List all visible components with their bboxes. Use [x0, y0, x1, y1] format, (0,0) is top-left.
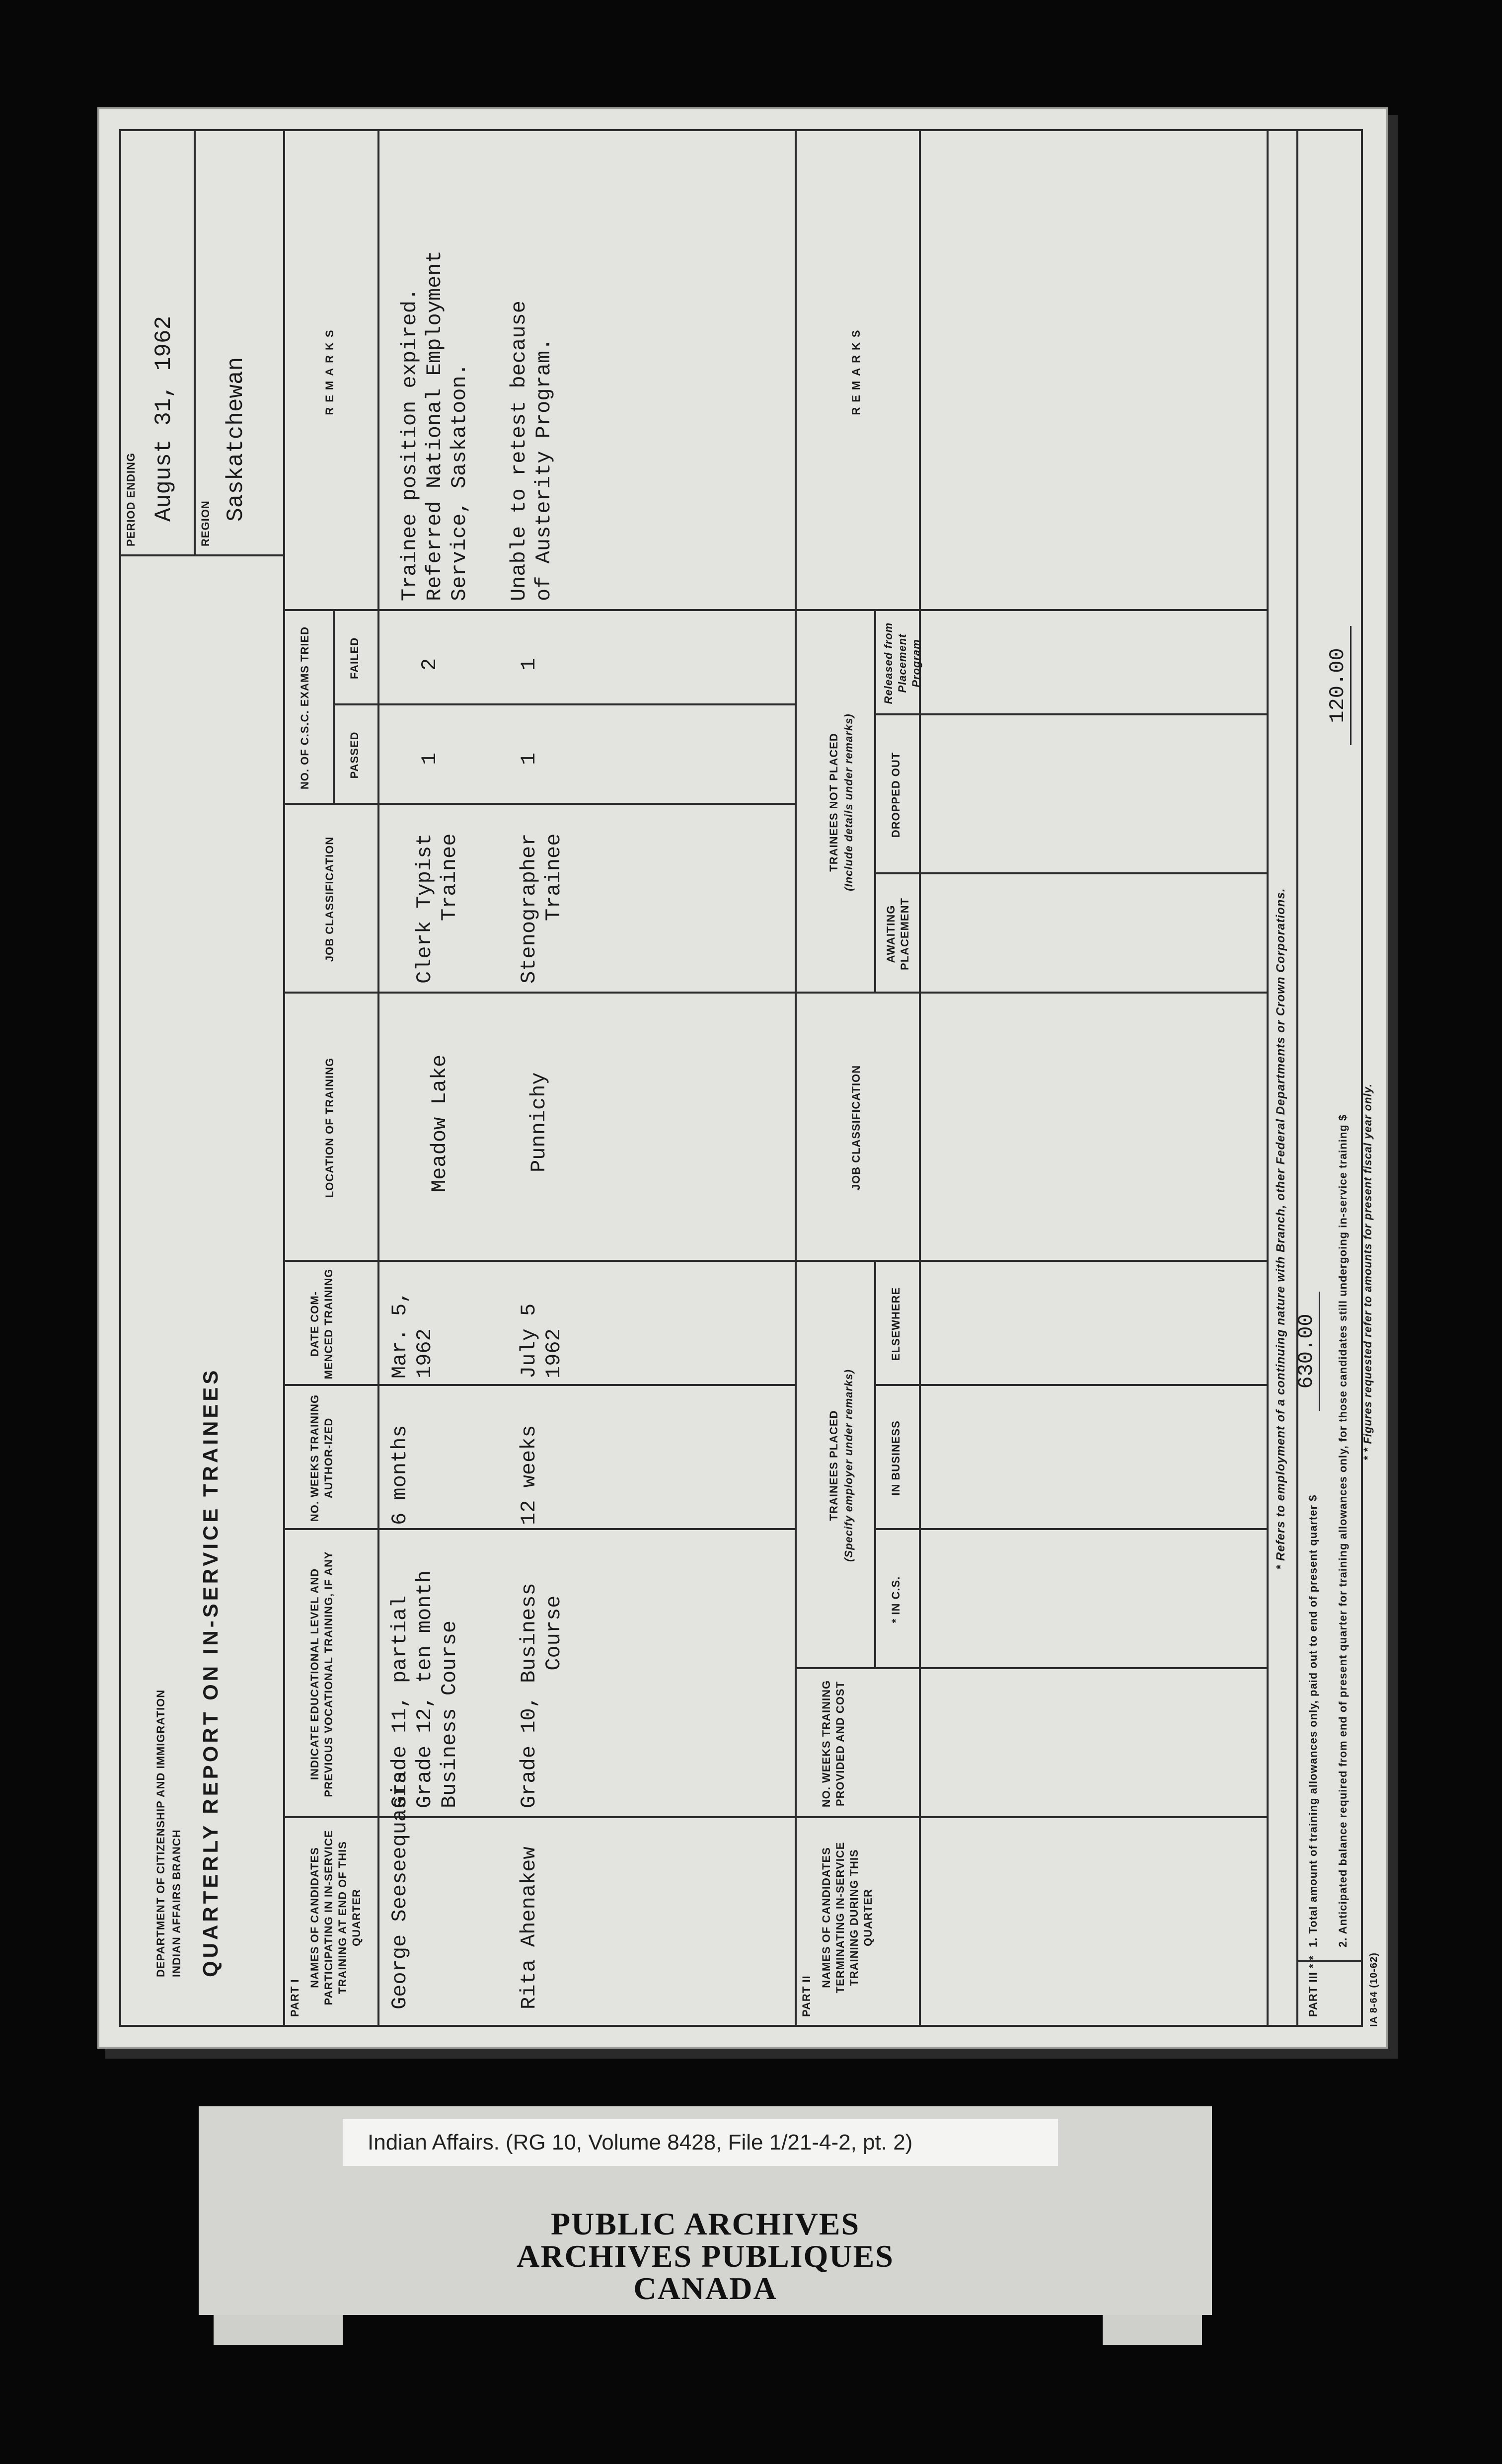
footnote: * Refers to employment of a continuing nature with Branch, other Federal Departments or Crown Corporations. [1274, 888, 1287, 1570]
form-title: QUARTERLY REPORT ON IN-SERVICE TRAINEES [199, 1367, 222, 1977]
period-value: August 31, 1962 [151, 315, 177, 522]
row1-education: Grade 11, partial Grade 12, ten month Business Course [388, 1570, 461, 1808]
part3-label: PART III * * [1307, 1955, 1319, 2017]
region-value: Saskatchewan [223, 357, 249, 522]
col-failed-header: FAILED [348, 637, 361, 680]
p2-awaiting-header: AWAITING PLACEMENT [885, 898, 911, 970]
period-label: PERIOD ENDING [125, 452, 137, 546]
row2-remarks: Unable to retest because of Austerity Program. [507, 301, 556, 601]
department-line1: DEPARTMENT OF CITIZENSHIP AND IMMIGRATION [154, 1689, 167, 1977]
row1-date: Mar. 5, 1962 [388, 1291, 437, 1379]
col-date-header: DATE COM-MENCED TRAINING [308, 1268, 335, 1380]
form-code: IA 8-64 (10-62) [1368, 1952, 1379, 2027]
row2-education: Grade 10, Business Course [517, 1583, 566, 1808]
p2-remarks-header: REMARKS [850, 325, 862, 415]
row2-job: Stenographer Trainee [517, 833, 566, 984]
row2-location: Punnichy [527, 1072, 551, 1172]
document-sheet [99, 109, 1386, 2047]
col-education-header: INDICATE EDUCATIONAL LEVEL AND PREVIOUS VOCATIONAL TRAINING, IF ANY [308, 1551, 335, 1797]
row1-weeks: 6 months [388, 1425, 412, 1525]
row1-remarks: Trainee position expired. Referred National Employment Service, Saskatoon. [398, 250, 471, 601]
col-exams-header: NO. OF C.S.C. EXAMS TRIED [299, 626, 311, 790]
part1-label: PART I [289, 1979, 301, 2017]
row1-failed: 2 [418, 658, 442, 671]
part3-item1-text: 1. Total amount of training allowances only, paid out to end of present quarter $ [1307, 1494, 1319, 1947]
part3-note: * * Figures requested refer to amounts for present fiscal year only. [1361, 1083, 1374, 1461]
p2-job-header: JOB CLASSIFICATION [850, 1065, 862, 1191]
row2-failed: 1 [517, 658, 541, 671]
p2-placed-header: TRAINEES PLACED [827, 1410, 840, 1521]
part3-item2-text: 2. Anticipated balance required from end of present quarter for training allowances only, for those candidates still undergoing in-service training $ [1337, 1114, 1349, 1947]
part3-item1-value: 630.00 [1294, 1292, 1320, 1411]
row1-name: George Seeseequasis [388, 1771, 412, 2009]
stamp-line3: CANADA [633, 2271, 777, 2306]
p2-elsewhere-header: ELSEWHERE [890, 1287, 902, 1361]
row2-weeks: 12 weeks [517, 1425, 541, 1525]
col-passed-header: PASSED [348, 731, 361, 779]
p2-in-cs-header: * IN C.S. [890, 1576, 902, 1623]
p2-in-business-header: IN BUSINESS [890, 1420, 902, 1496]
p2-not-placed-header: TRAINEES NOT PLACED [827, 733, 840, 872]
rotated-form [99, 109, 1386, 2047]
p2-not-placed-note: (Include details under remarks) [842, 713, 855, 891]
p2-dropped-header: DROPPED OUT [890, 752, 902, 838]
part2-label: PART II [800, 1975, 813, 2017]
col-remarks-header: REMARKS [323, 325, 336, 415]
col-weeks-header: NO. WEEKS TRAINING AUTHOR-IZED [308, 1394, 335, 1522]
p2-placed-note: (Specify employer under remarks) [842, 1369, 855, 1562]
col-job-header: JOB CLASSIFICATION [323, 836, 336, 962]
p2-weeks-header: NO. WEEKS TRAINING PROVIDED AND COST [820, 1680, 846, 1808]
p2-released-header: Released from Placement Program [882, 622, 922, 704]
p2-names-header: NAMES OF CANDIDATES TERMINATING IN-SERVICE TRAINING DURING THIS QUARTER [820, 1842, 874, 1994]
row2-date: July 5 1962 [517, 1303, 566, 1379]
row2-name: Rita Ahenakew [517, 1847, 541, 2009]
reference-strip: Indian Affairs. (RG 10, Volume 8428, File 1/21-4-2, pt. 2) [343, 2119, 1058, 2166]
row2-passed: 1 [517, 752, 541, 765]
row1-location: Meadow Lake [428, 1054, 451, 1192]
col-names-header: NAMES OF CANDIDATES PARTICIPATING IN IN-SERVICE TRAINING AT END OF THIS QUARTER [308, 1830, 363, 2005]
row1-job: Clerk Typist Trainee [413, 833, 461, 984]
part3-item2-value: 120.00 [1325, 626, 1352, 745]
col-location-header: LOCATION OF TRAINING [323, 1057, 336, 1198]
stamp-line2: ARCHIVES PUBLIQUES [517, 2238, 894, 2274]
stamp-line1: PUBLIC ARCHIVES [550, 2206, 860, 2241]
region-label: REGION [199, 500, 212, 546]
row1-passed: 1 [418, 752, 442, 765]
department-line2: INDIAN AFFAIRS BRANCH [170, 1829, 183, 1977]
